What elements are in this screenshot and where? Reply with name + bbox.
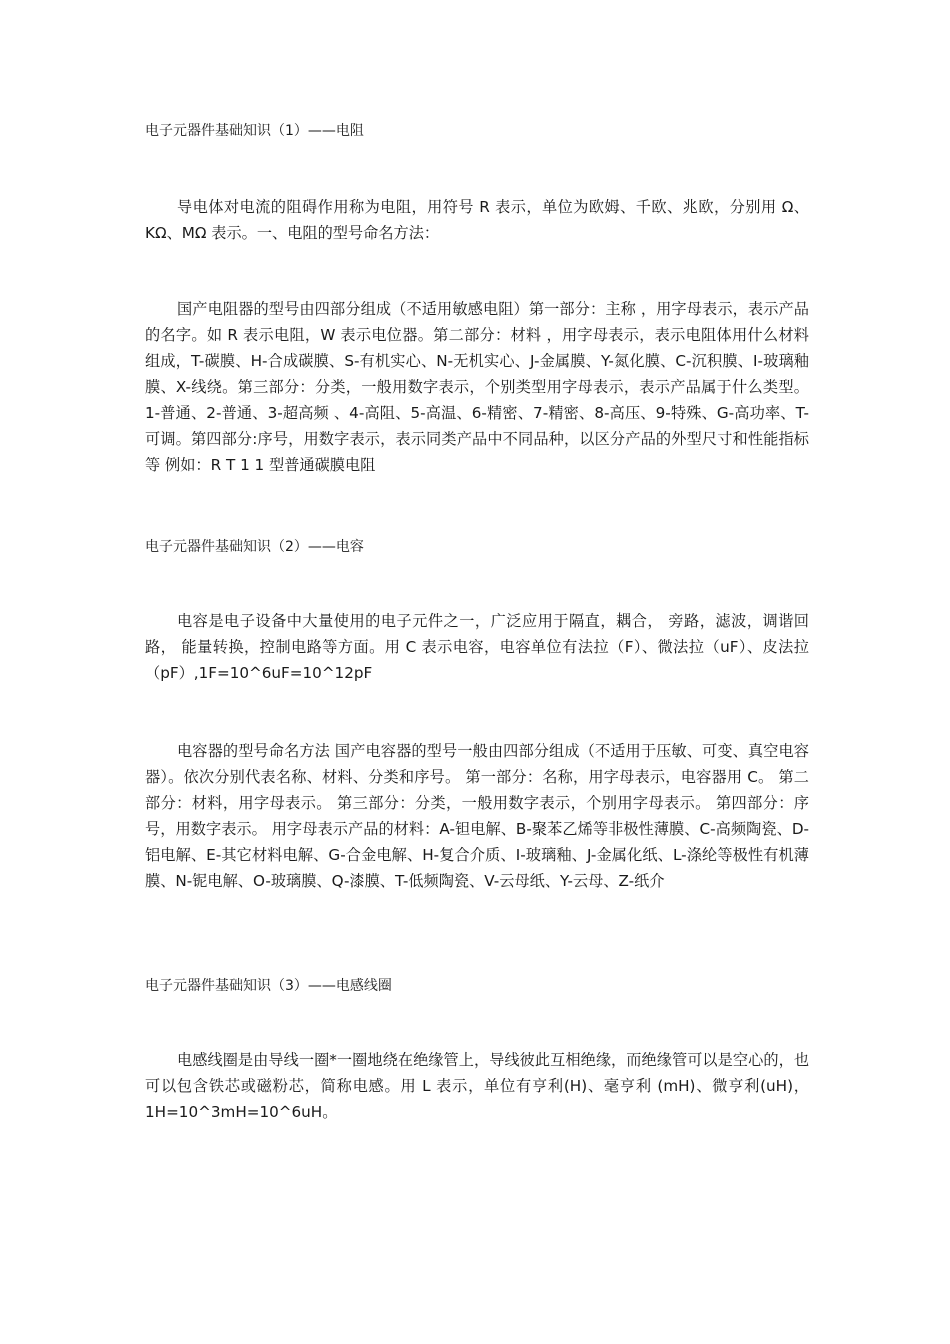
section-heading-capacitor: 电子元器件基础知识（2）——电容 bbox=[145, 539, 364, 555]
section-heading-resistor: 电子元器件基础知识（1）——电阻 bbox=[145, 123, 364, 139]
paragraph-resistor-naming: 国产电阻器的型号由四部分组成（不适用敏感电阻）第一部分：主称 ，用字母表示，表示产品的名字。如 R 表示电阻，W 表示电位器。第二部分：材料 ，用字母表示，表示电阻体用什么材料组成，T-碳膜、H-合成碳膜、S-有机实心、N-无机实心、J-金属膜、Y-氮化膜、C-沉积膜、I-玻璃釉膜、X-线绕。第三部分：分类，一般用数字表示，个别类型用字母表示，表示产品属于什么类型。1-普通、2-普通、3-超高频 、4-高阻、5-高温、6-精密、7-精密、8-高压、9-特殊、G-高功率、T-可调。第四部分:序号，用数字表示，表示同类产品中不同品种，以区分产品的外型尺寸和性能指标等 例如：R T 1 1 型普通碳膜电阻 bbox=[145, 300, 809, 474]
paragraph-inductor-definition: 电感线圈是由导线一圈*一圈地绕在绝缘管上，导线彼此互相绝缘，而绝缘管可以是空心的，也可以包含铁芯或磁粉芯，简称电感。用 L 表示，单位有亨利(H)、毫亨利 (mH)、微亨利(uH)，1H=10^3mH=10^6uH。 bbox=[145, 1051, 809, 1121]
paragraph-resistor-definition: 导电体对电流的阻碍作用称为电阻，用符号 R 表示，单位为欧姆、千欧、兆欧，分别用 Ω、KΩ、MΩ 表示。一、电阻的型号命名方法： bbox=[145, 198, 809, 242]
paragraph-capacitor-naming: 电容器的型号命名方法 国产电容器的型号一般由四部分组成（不适用于压敏、可变、真空电容器）。依次分别代表名称、材料、分类和序号。 第一部分：名称，用字母表示，电容器用 C。 第二部分：材料，用字母表示。 第三部分：分类，一般用数字表示，个别用字母表示。 第四部分：序号，用数字表示。 用字母表示产品的材料：A-钽电解、B-聚苯乙烯等非极性薄膜、C-高频陶瓷、D-铝电解、E-其它材料电解、G-合金电解、H-复合介质、I-玻璃釉、J-金属化纸、L-涤纶等极性有机薄膜、N-铌电解、O-玻璃膜、Q-漆膜、T-低频陶瓷、V-云母纸、Y-云母、Z-纸介 bbox=[145, 742, 809, 890]
paragraph-capacitor-definition: 电容是电子设备中大量使用的电子元件之一，广泛应用于隔直，耦合， 旁路，滤波，调谐回路， 能量转换，控制电路等方面。用 C 表示电容，电容单位有法拉（F）、微法拉（uF）、皮法拉（pF）,1F=10^6uF=10^12pF bbox=[145, 612, 809, 682]
section-heading-inductor: 电子元器件基础知识（3）——电感线圈 bbox=[145, 978, 392, 994]
